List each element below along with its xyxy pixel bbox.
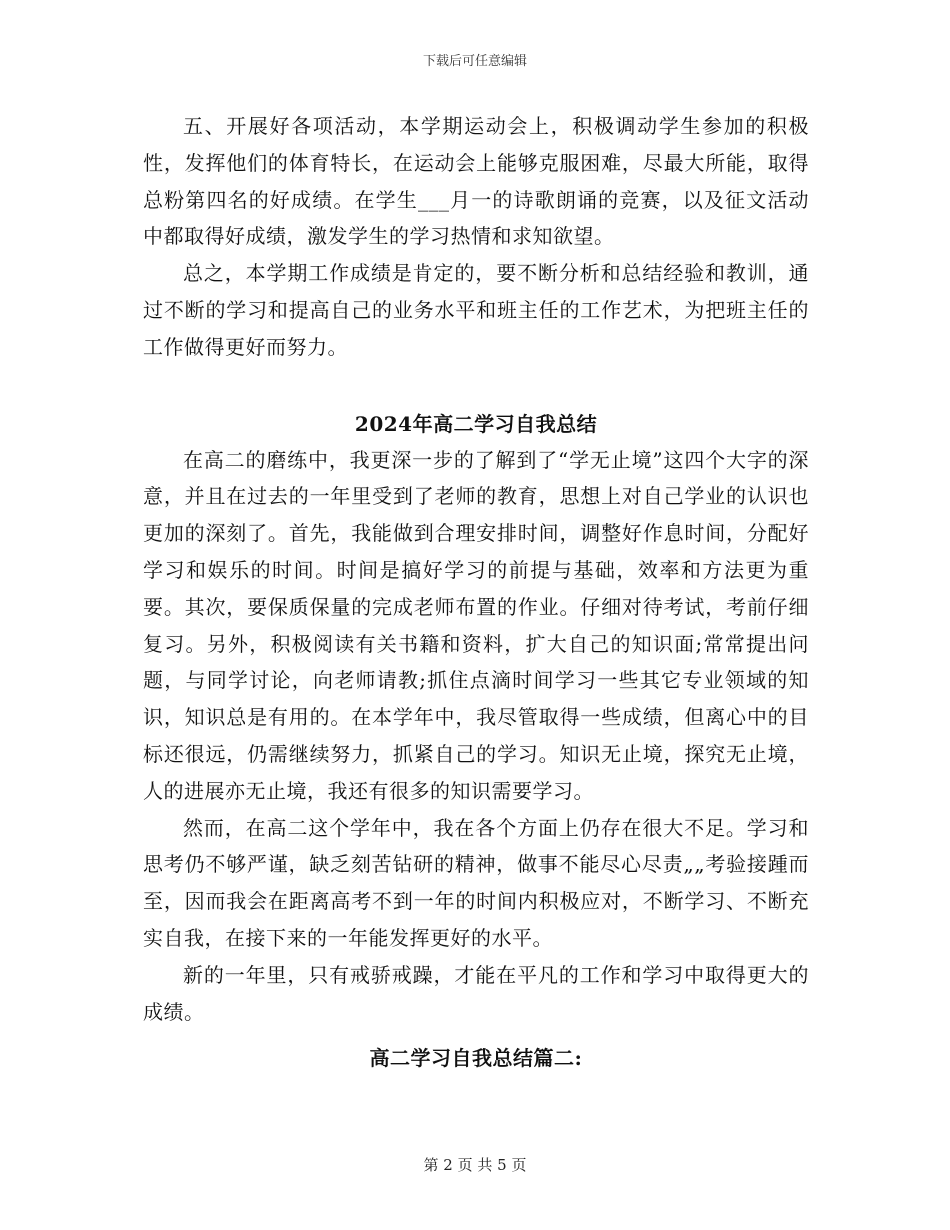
paragraph-shortcomings: 然而，在高二这个学年中，我在各个方面上仍存在很大不足。学习和思考仍不够严谨，缺乏刻苦钻研的精神，做事不能尽心尽责„„考验接踵而至，因而我会在距离高考不到一年的时间内积极应对，不断学习、不断充实自我，在接下来的一年能发挥更好的水平。	[143, 815, 809, 950]
document-body	[143, 108, 809, 1076]
paragraph-new-year: 新的一年里，只有戒骄戒躁，才能在平凡的工作和学习中取得更大的成绩。	[143, 962, 809, 1024]
subsection-title: 高二学习自我总结篇二:	[369, 1046, 583, 1071]
paragraph-activities: 五、开展好各项活动，本学期运动会上，积极调动学生参加的积极性，发挥他们的体育特长，在运动会上能够克服困难，尽最大所能，取得总粉第四名的好成绩。在学生___月一的诗歌朗诵的竞赛，以及征文活动中都取得好成绩，激发学生的学习热情和求知欲望。	[143, 114, 809, 249]
paragraph-study-summary: 在高二的磨练中，我更深一步的了解到了“学无止境”这四个大字的深意，并且在过去的一年里受到了老师的教育，思想上对自己学业的认识也更加的深刻了。首先，我能做到合理安排时间，调整好作息时间，分配好学习和娱乐的时间。时间是搞好学习的前提与基础，效率和方法更为重要。其次，要保质保量的完成老师布置的作业。仔细对待考试，考前仔细复习。另外，积极阅读有关书籍和资料，扩大自己的知识面;常常提出问题，与同学讨论，向老师请教;抓住点滴时间学习一些其它专业领域的知识，知识总是有用的。在本学年中，我尽管取得一些成绩，但离心中的目标还很远，仍需继续努力，抓紧自己的学习。知识无止境，探究无止境，人的进展亦无止境，我还有很多的知识需要学习。	[143, 447, 809, 803]
page-footer: 第 2 页 共 5 页	[423, 1156, 527, 1174]
section-title: 2024年高二学习自我总结	[354, 411, 598, 436]
paragraph-conclusion: 总之，本学期工作成绩是肯定的，要不断分析和总结经验和教训，通过不断的学习和提高自己的业务水平和班主任的工作艺术，为把班主任的工作做得更好而努力。	[143, 261, 809, 359]
page-header: 下载后可任意编辑	[422, 54, 527, 69]
